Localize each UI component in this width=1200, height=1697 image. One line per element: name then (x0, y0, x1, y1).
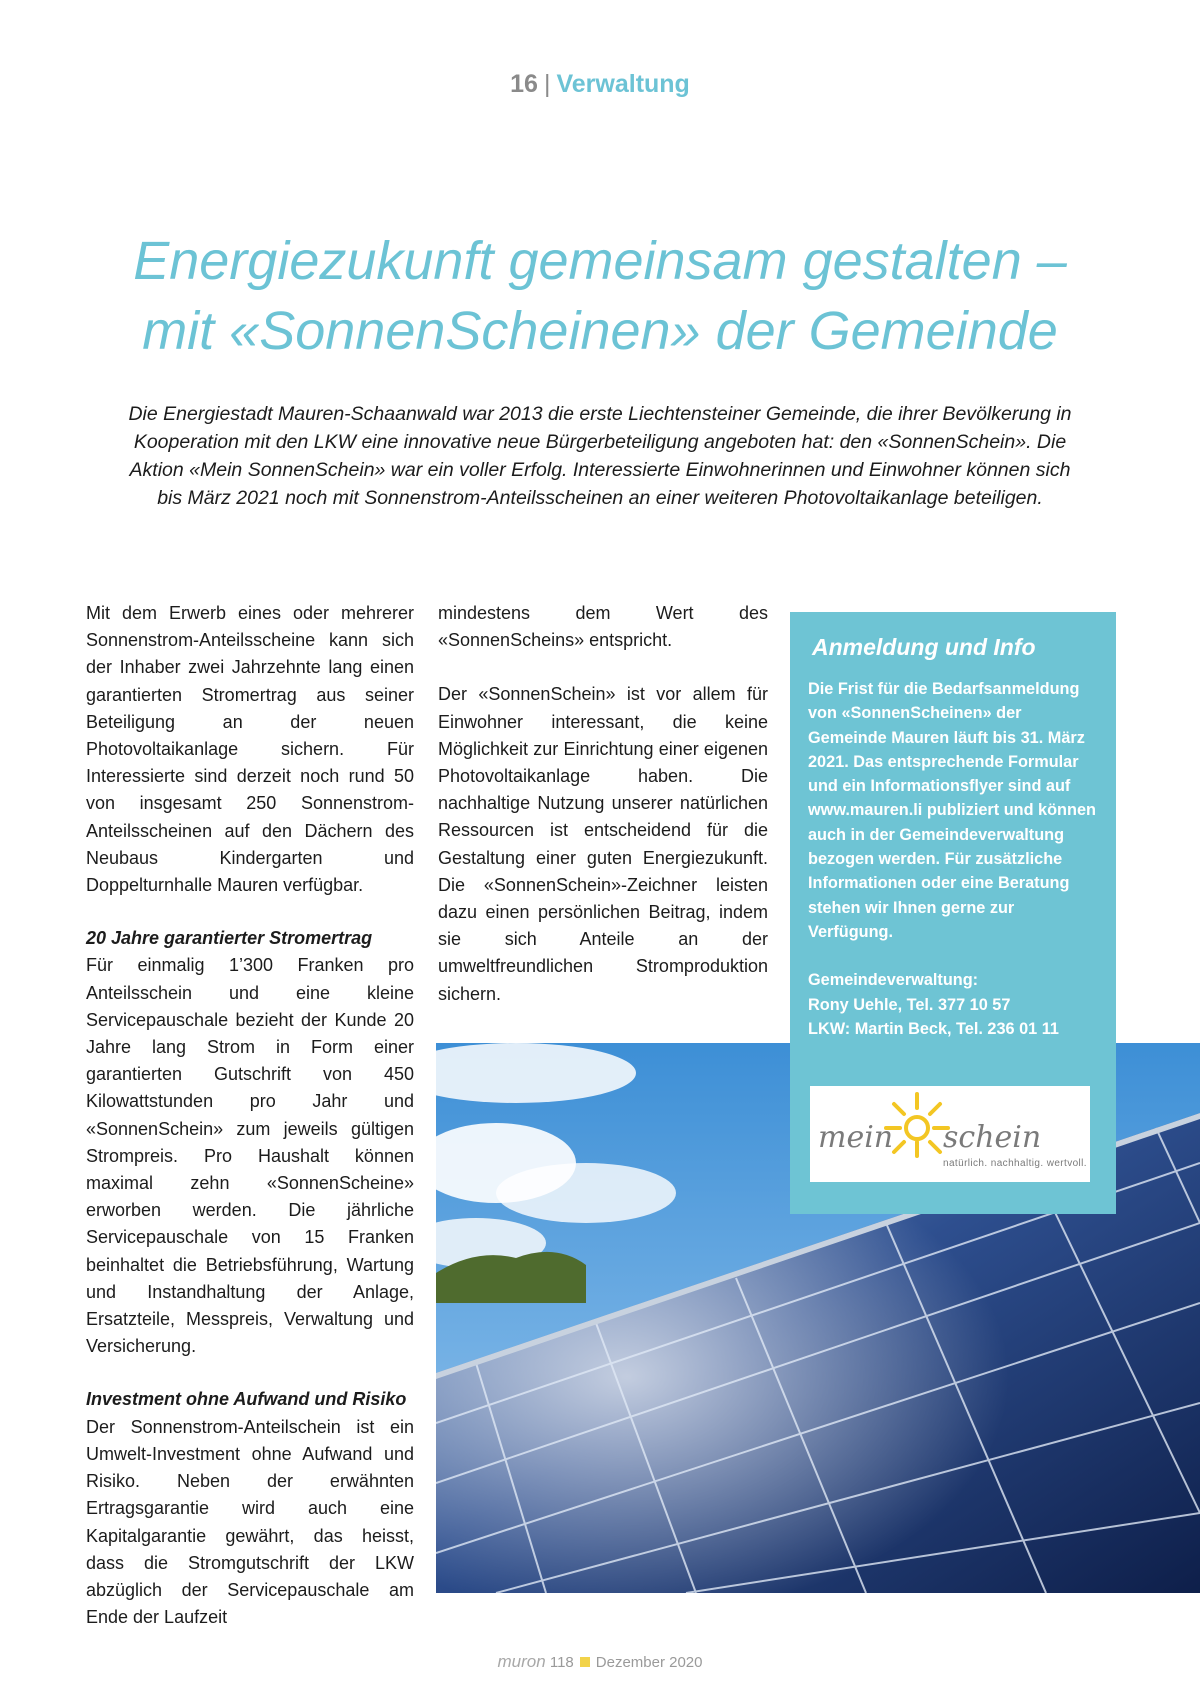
issue-date: Dezember 2020 (595, 1654, 703, 1671)
mein-schein-logo (810, 1086, 1090, 1182)
article-lead: Die Energiestadt Mauren-Schaanwald war 2013 die erste Liechtensteiner Gemeinde, die ihrer Bevölkerung in Kooperation mit den LKW eine innovative neue Bürgerbeteiligung angeboten hat: den «SonnenSchein». Die Aktion «Mein SonnenSchein» war ein voller Erfolg. Interessierte Einwohnerinnen und Einwohner können sich bis März 2021 noch mit Sonnenstrom-Anteilsscheinen an einer weiteren Photovoltaikanlage beteiligen. (128, 402, 1072, 509)
contact-info (808, 968, 1098, 1041)
page-number: 16 (510, 70, 538, 98)
info-box-text: Die Frist für die Bedarfsanmeldung von «SonnenScheinen» der Gemeinde Mauren läuft bis 31. März 2021. Das entsprechende Formular und ein Informationsflyer sind auf www.mauren.li publiziert und können auch in der Gemeindeverwaltung bezogen werden. Für zusätzliche Informationen oder eine Beratung stehen wir Ihnen gerne zur Verfügung. (808, 680, 1096, 941)
info-box (790, 612, 1116, 1214)
paragraph: Mit dem Erwerb eines oder mehrerer Sonnenstrom-Anteilsscheine kann sich der Inhaber zwei Jahrzehnte lang einen garantierten Stromertrag aus seiner Beteiligung an der neuen Photovoltaikanlage sichern. Für Interessierte sind derzeit noch rund 50 von insgesamt 250 Sonnenstrom-Anteilsscheinen auf den Dächern des Neubaus Kindergarten und Doppelturnhalle Mauren verfügbar. (86, 603, 414, 896)
logo-tagline: natürlich. nachhaltig. wertvoll. (943, 1158, 1087, 1169)
logo-word-schein: schein (943, 1120, 1042, 1155)
section-name: Verwaltung (556, 70, 690, 98)
info-box-heading: Anmeldung und Info (812, 634, 1036, 660)
title-line-2: mit «SonnenScheinen» der Gemeinde (142, 301, 1058, 362)
article-title (40, 226, 1160, 366)
sun-icon (882, 1090, 952, 1160)
page-header (0, 70, 1200, 99)
contact-lkw: LKW: Martin Beck, Tel. 236 01 11 (808, 1019, 1059, 1038)
paragraph: Der «SonnenSchein» ist vor allem für Einwohner interessant, die keine Möglichkeit zur Einrichtung einer eigenen Photovoltaikanlage haben. Die nachhaltige Nutzung unserer natürlichen Ressourcen ist entscheidend für die Gestaltung einer guten Energiezukunft. Die «SonnenSchein»-Zeichner leisten dazu einen persönlichen Beitrag, indem sie sich Anteile an der umweltfreundlichen Stromproduktion sichern. (438, 684, 768, 1004)
page-footer (0, 1652, 1200, 1672)
logo-word-mein: mein (818, 1120, 894, 1155)
title-line-1: Energiezukunft gemeinsam gestalten – (133, 231, 1067, 292)
contact-gemeinde: Rony Uehle, Tel. 377 10 57 (808, 995, 1011, 1014)
paragraph: mindestens dem Wert des «SonnenScheins» entspricht. (438, 603, 768, 651)
footer-square (580, 1657, 590, 1667)
subheading: Investment ohne Aufwand und Risiko (86, 1389, 407, 1410)
text-column-1 (86, 600, 414, 1631)
paragraph: Für einmalig 1’300 Franken pro Anteilsschein und eine kleine Servicepauschale bezieht der Kunde 20 Jahre lang Strom in Form einer garantierten Gutschrift von 450 Kilowattstunden pro Jahr und «SonnenSchein» zum jeweils gültigen Strompreis. Pro Haushalt können maximal zehn «SonnenScheine» erworben werden. Die jährliche Servicepauschale von 15 Franken beinhaltet die Betriebsführung, Wartung und Instandhaltung der Anlage, Ersatzteile, Messpreis, Verwaltung und Versicherung. (86, 955, 414, 1357)
paragraph: Der Sonnenstrom-Anteilschein ist ein Umwelt-Investment ohne Aufwand und Risiko. Neben der erwähnten Ertragsgarantie wird auch eine Kapitalgarantie gewährt, das heisst, dass die Stromgutschrift der LKW abzüglich der Servicepauschale am Ende der Laufzeit (86, 1416, 414, 1628)
magazine-name: muron (497, 1652, 546, 1671)
header-separator: | (543, 70, 551, 98)
subheading: 20 Jahre garantierter Stromertrag (86, 928, 373, 949)
contact-label: Gemeindeverwaltung: (808, 971, 979, 990)
issue-number: 118 (549, 1654, 574, 1671)
text-column-2 (438, 600, 768, 1008)
